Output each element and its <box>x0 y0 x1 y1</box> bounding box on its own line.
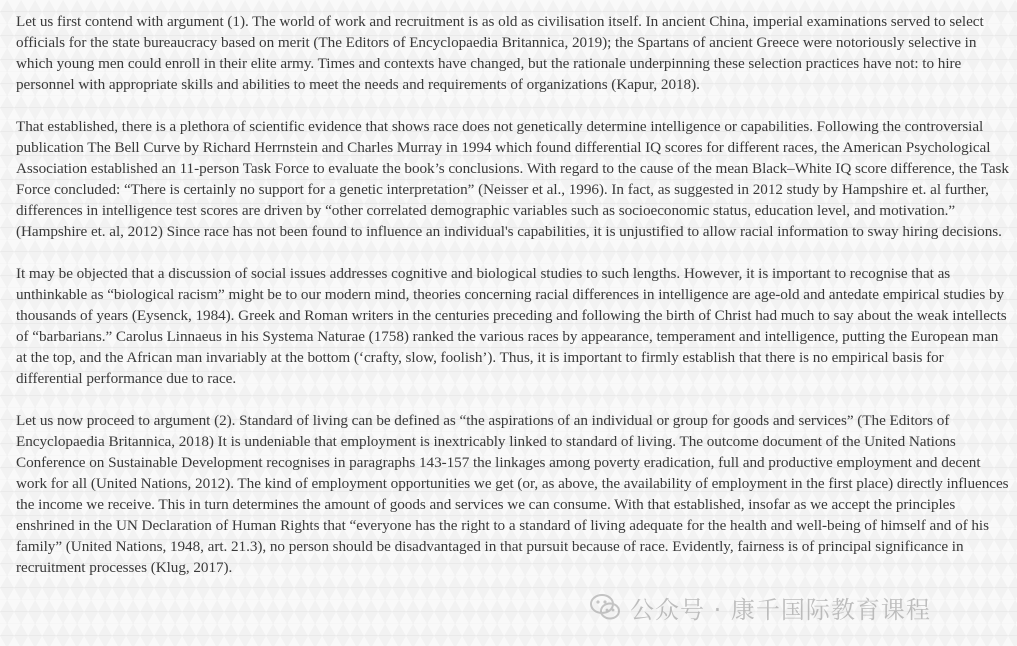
paragraph-argument-1: Let us first contend with argument (1). The world of work and recruitment is as old as civilisation itself. In ancient China, imperial examinations served to select officials for the state bureaucracy based on merit (The Editors of Encyclopaedia Britannica, 2019); the Spartans of ancient Greece were notoriously selective in which young men could enroll in their elite army. Times and contexts have changed, but the rationale underpinning these selection practices have not: to hire personnel with appropriate skills and abilities to meet the needs and requirements of organizations (Kapur, 2018). <box>16 13 984 93</box>
watermark-text: 公众号 · 康千国际教育课程 <box>630 595 931 624</box>
paragraph-scientific-evidence: That established, there is a plethora of scientific evidence that shows race does not genetically determine intelligence or capabilities. Following the controversial publication The Bell Curve by Richard Herrnstein and Charles Murray in 1994 which found differential IQ scores for different races, the American Psychological Association established an 11-person Task Force to evaluate the book’s conclusions. With regard to the cause of the mean Black–White IQ score difference, the Task Force concluded: “There is certainly no support for a genetic interpretation” (Neisser et al., 1996). In fact, as suggested in 2012 study by Hampshire et. al further, differences in intelligence test scores are driven by “other correlated demographic variables such as socioeconomic status, education level, and motivation.” (Hampshire et. al, 2012) Since race has not been found to influence an individual's capabilities, it is unjustified to allow racial information to sway hiring decisions. <box>16 118 1009 240</box>
paragraph-argument-2: Let us now proceed to argument (2). Standard of living can be defined as “the aspirations of an individual or group for goods and services” (The Editors of Encyclopaedia Britannica, 2018) It is undeniable that employment is inextricably linked to standard of living. The outcome document of the United Nations Conference on Sustainable Development recognises in paragraphs 143-157 the linkages among poverty eradication, full and productive employment and decent work for all (United Nations, 2012). The kind of employment opportunities we get (or, as above, the availability of employment in the first place) directly influences the income we receive. This in turn determines the amount of goods and services we can consume. With that established, insofar as we accept the principles enshrined in the UN Declaration of Human Rights that “everyone has the right to a standard of living adequate for the health and well-being of himself and of his family” (United Nations, 1948, art. 21.3), no person should be disadvantaged in that pursuit because of race. Evidently, fairness is of principal significance in recruitment processes (Klug, 2017). <box>16 412 1009 576</box>
paragraph-objection: It may be objected that a discussion of social issues addresses cognitive and biological studies to such lengths. However, it is important to recognise that as unthinkable as “biological racism” might be to our modern mind, theories concerning racial differences in intelligence are age-old and antedate empirical studies by thousands of years (Eysenck, 1984). Greek and Roman writers in the centuries preceding and following the birth of Christ had much to say about the weak intellects of “barbarians.” Carolus Linnaeus in his Systema Naturae (1758) ranked the various races by appearance, temperament and intelligence, putting the European man at the top, and the African man invariably at the bottom (‘crafty, slow, foolish’). Thus, it is important to firmly establish that there is no empirical basis for differential performance due to race. <box>16 265 1007 387</box>
document-body <box>16 11 1010 599</box>
